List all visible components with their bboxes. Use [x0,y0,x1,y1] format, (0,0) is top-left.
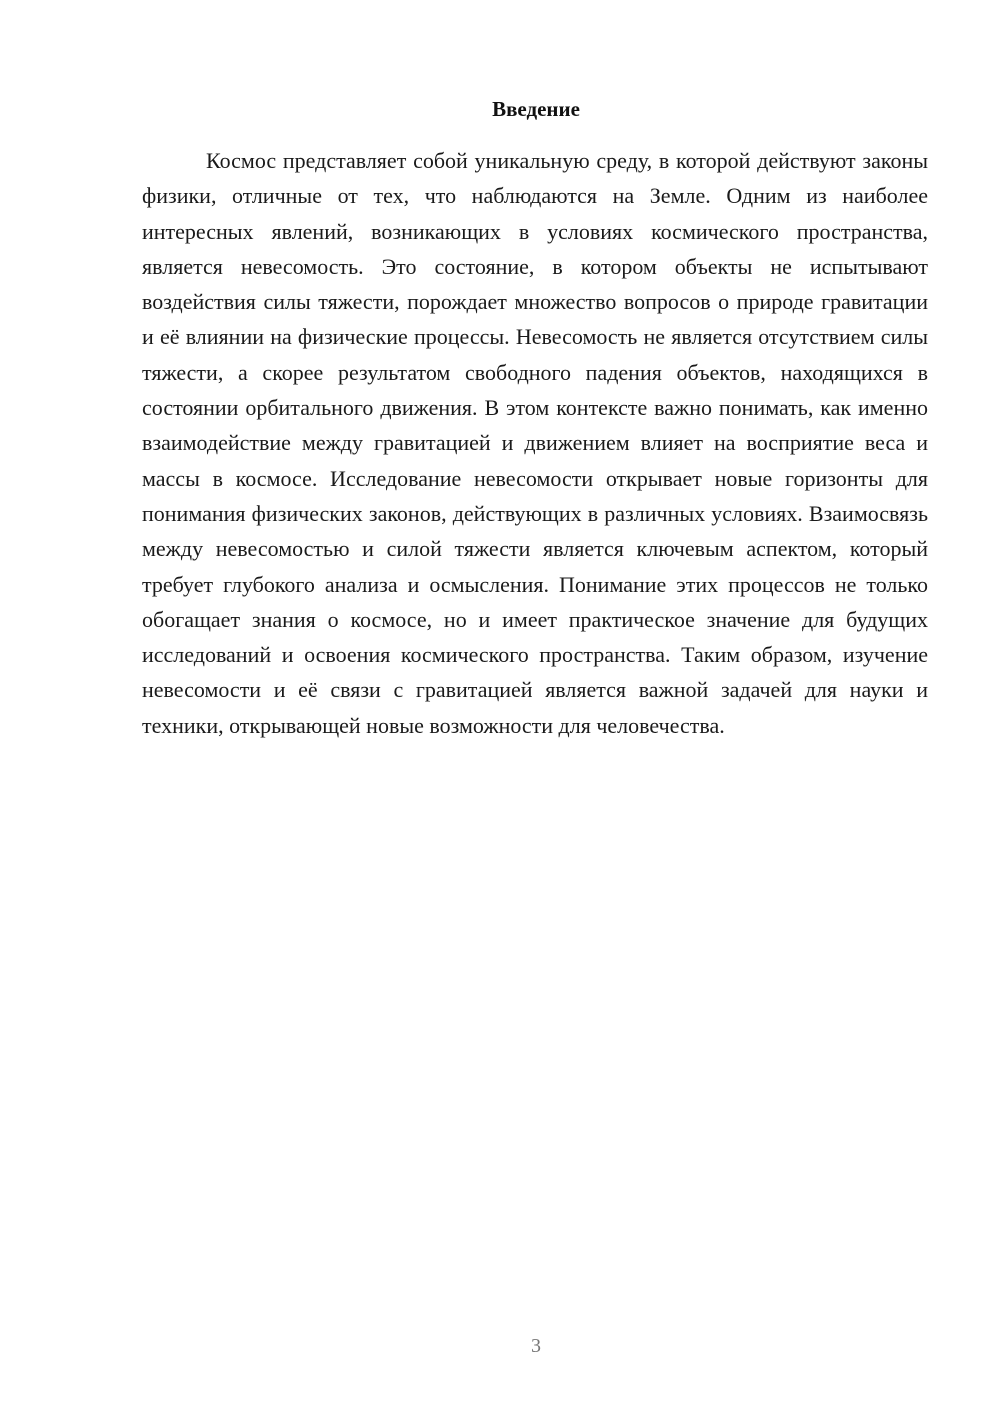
section-heading: Введение [492,97,580,121]
page-number: 3 [531,1335,541,1357]
body-paragraph: Космос представляет собой уникальную среду, в которой действуют законы физики, отличные от тех, что наблюдаются на Земле. Одним из наиболее интересных явлений, возникающих в условиях космического пространства, является невесомость. Это состояние, в котором объекты не испытывают воздействия силы тяжести, порождает множество вопросов о природе гравитации и её влиянии на физические процессы. Невесомость не является отсутствием силы тяжести, а скорее результатом свободного падения объектов, находящихся в состоянии орбитального движения. В этом контексте важно понимать, как именно взаимодействие между гравитацией и движением влияет на восприятие веса и массы в космосе. Исследование невесомости открывает новые горизонты для понимания физических законов, действующих в различных условиях. Взаимосвязь между невесомостью и силой тяжести является ключевым аспектом, который требует глубокого анализа и осмысления. Понимание этих процессов не только обогащает знания о космосе, но и имеет практическое значение для будущих исследований и освоения космического пространства. Таким образом, изучение невесомости и её связи с гравитацией является важной задачей для науки и техники, открывающей новые возможности для человечества. [142,148,928,738]
